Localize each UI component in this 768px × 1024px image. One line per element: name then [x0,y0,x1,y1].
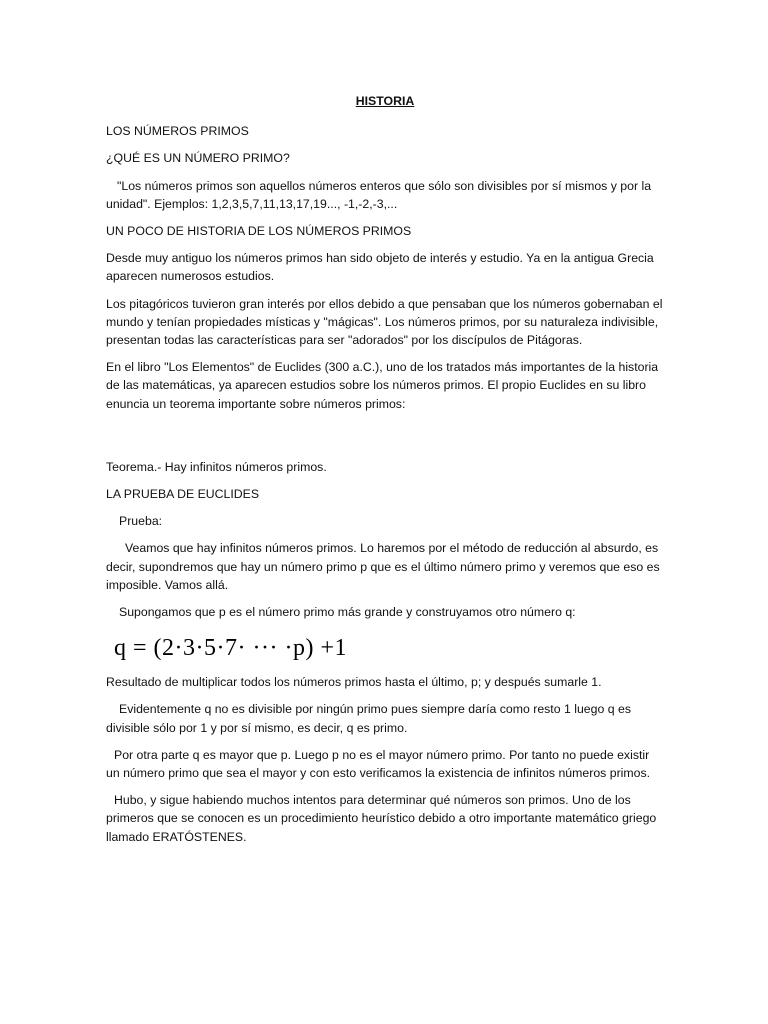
definition-paragraph: "Los números primos son aquellos números enteros que sólo son divisibles por sí mismos y por la unidad". Ejemplos: 1,2,3,5,7,11,13,17,19..., -1,-2,-3,... [106,178,652,211]
evident-paragraph: Evidentemente q no es divisible por ningún primo pues siempre daría como resto 1 luego q es divisible sólo por 1 y por sí mismo, es decir, q es primo. [106,702,631,735]
blank-gap [106,422,666,458]
suppose-paragraph: Supongamos que p es el número primo más grande y construyamos otro número q: [119,605,576,620]
theorem-statement: Teorema.- Hay infinitos números primos. [106,459,327,474]
attempts-paragraph: Hubo, y sigue habiendo muchos intentos para determinar qué números son primos. Uno de los primeros que se conocen es un procedimiento heurístico debido a otro importante matemático griego llamado ERATÓSTENES. [106,793,657,844]
heading-history: UN POCO DE HISTORIA DE LOS NÚMEROS PRIMOS [106,224,412,239]
heading-euclid-proof: LA PRUEBA DE EUCLIDES [106,487,260,502]
formula-q: q = (2·3·5·7· ··· ·p) +1 [114,635,347,662]
euclid-paragraph: En el libro "Los Elementos" de Euclides (300 a.C.), uno de los tratados más importantes de la historia de las matemáticas, ya aparecen estudios sobre los números primos. El propio Euclides en su libro enuncia un teorema importante sobre números primos: [106,360,659,411]
heading-prime-numbers: LOS NÚMEROS PRIMOS [106,124,249,139]
result-paragraph: Resultado de multiplicar todos los números primos hasta el último, p; y después sumarle 1. [106,675,602,690]
proof-label: Prueba: [119,514,163,529]
antiquity-paragraph: Desde muy antiguo los números primos han sido objeto de interés y estudio. Ya en la antigua Grecia aparecen numerosos estudios. [106,251,654,284]
proof-intro-paragraph: Veamos que hay infinitos números primos. Lo haremos por el método de reducción al absurdo, es decir, supondremos que hay un número primo p que es el último número primo y veremos que eso es imposible. Vamos allá. [106,541,660,592]
document-page [106,92,666,855]
heading-question: ¿QUÉ ES UN NÚMERO PRIMO? [106,151,290,166]
pythagoreans-paragraph: Los pitagóricos tuvieron gran interés por ellos debido a que pensaban que los números gobernaban el mundo y tenían propiedades místicas y "mágicas". Los números primos, por su naturaleza indivisible, presentan todas las características para ser "adorados" por los discípulos de Pitágoras. [106,296,663,348]
otherwise-paragraph: Por otra parte q es mayor que p. Luego p no es el mayor número primo. Por tanto no puede existir un número primo que sea el mayor y con esto verificamos la existencia de infinitos números primos. [106,747,651,781]
page-title: HISTORIA [355,94,415,108]
